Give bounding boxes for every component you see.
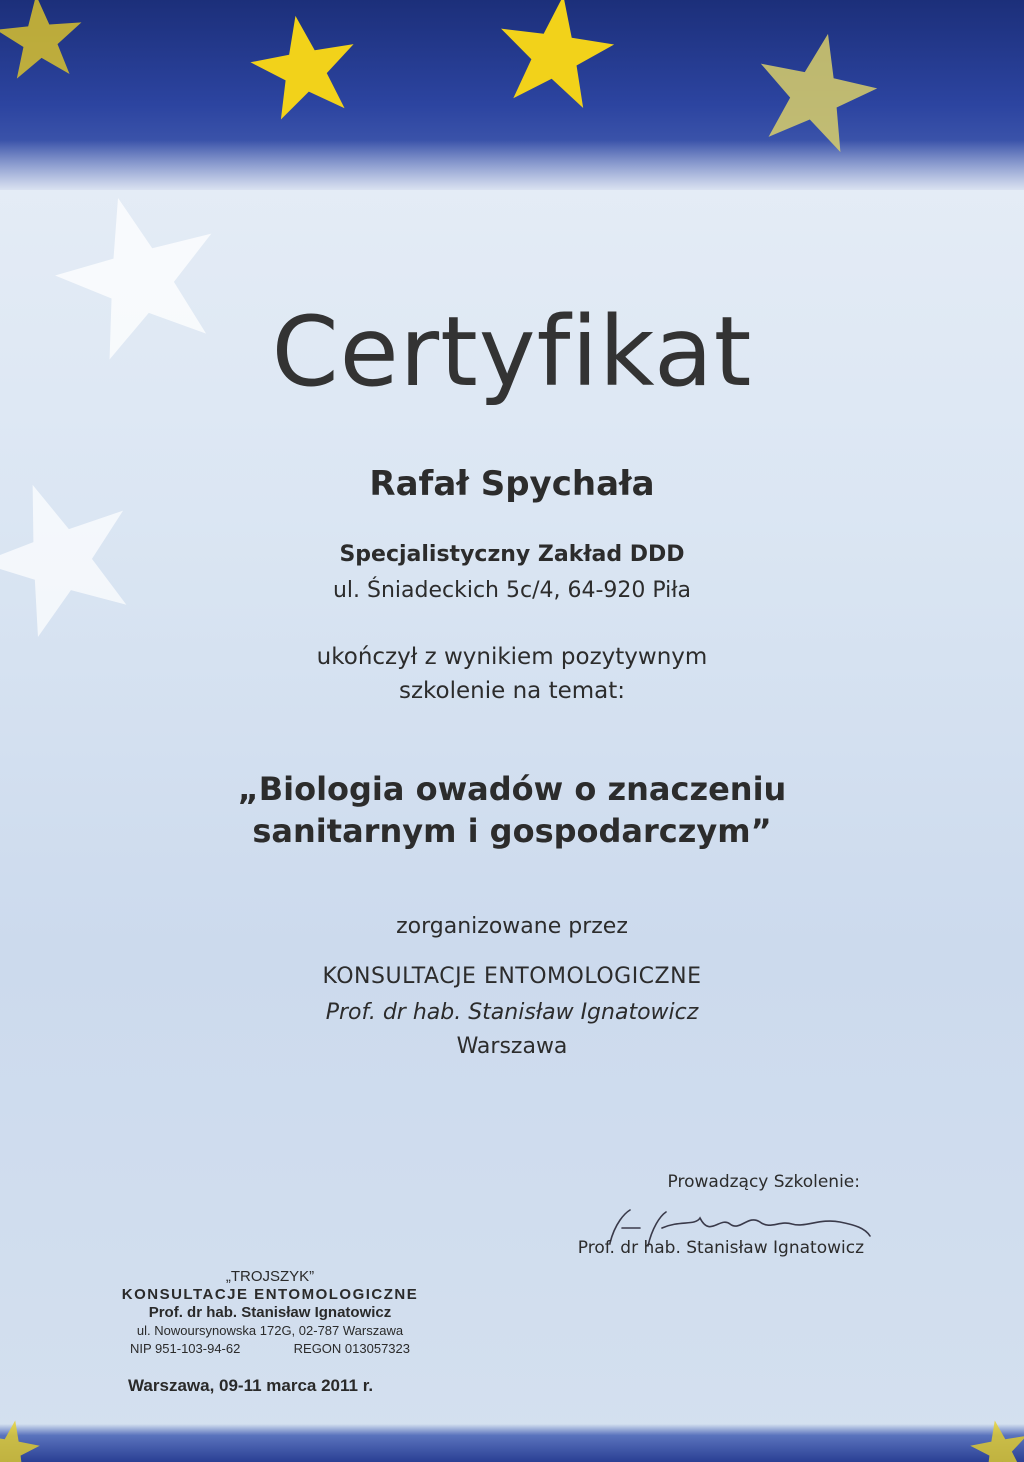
trainer-name: Prof. dr hab. Stanisław Ignatowicz [577, 1238, 864, 1258]
eu-flag-banner [0, 0, 1024, 190]
stamp-line-5 [100, 1340, 440, 1358]
eu-flag-bottom-band [0, 1424, 1024, 1462]
stamp-line-2: KONSULTACJE ENTOMOLOGICZNE [121, 1286, 419, 1303]
organizer-stamp [100, 1268, 440, 1358]
organizer-person: Prof. dr hab. Stanisław Ignatowicz [325, 1000, 699, 1025]
stamp-line-4: ul. Nowoursynowska 172G, 02-787 Warszawa [136, 1323, 404, 1338]
organized-by-label: zorganizowane przez [396, 914, 628, 939]
completion-line-2: szkolenie na temat: [398, 678, 625, 704]
completion-statement [0, 640, 1024, 708]
stamp-nip: NIP 951-103-94-62 [130, 1341, 241, 1356]
topic-line-2: sanitarnym i gospodarczym” [252, 812, 772, 850]
organizer-city: Warszawa [456, 1034, 568, 1059]
issue-date: Warszawa, 09-11 marca 2011 r. [128, 1376, 374, 1395]
trainer-label: Prowadzący Szkolenie: [667, 1172, 860, 1192]
topic-line-1: „Biologia owadów o znaczeniu [237, 770, 787, 808]
company-name: Specjalistyczny Zakład DDD [339, 542, 685, 567]
stamp-line-1: „TROJSZYK” [225, 1268, 315, 1285]
completion-line-1: ukończył z wynikiem pozytywnym [316, 644, 708, 670]
company-address: ul. Śniadeckich 5c/4, 64-920 Piła [332, 578, 692, 603]
organizer-name: KONSULTACJE ENTOMOLOGICZNE [322, 964, 702, 989]
recipient-name: Rafał Spychała [369, 464, 655, 504]
stamp-regon: REGON 013057323 [293, 1341, 410, 1356]
certificate-title: Certyfikat [271, 296, 753, 408]
training-topic [0, 768, 1024, 852]
stamp-line-3: Prof. dr hab. Stanisław Ignatowicz [148, 1304, 392, 1321]
